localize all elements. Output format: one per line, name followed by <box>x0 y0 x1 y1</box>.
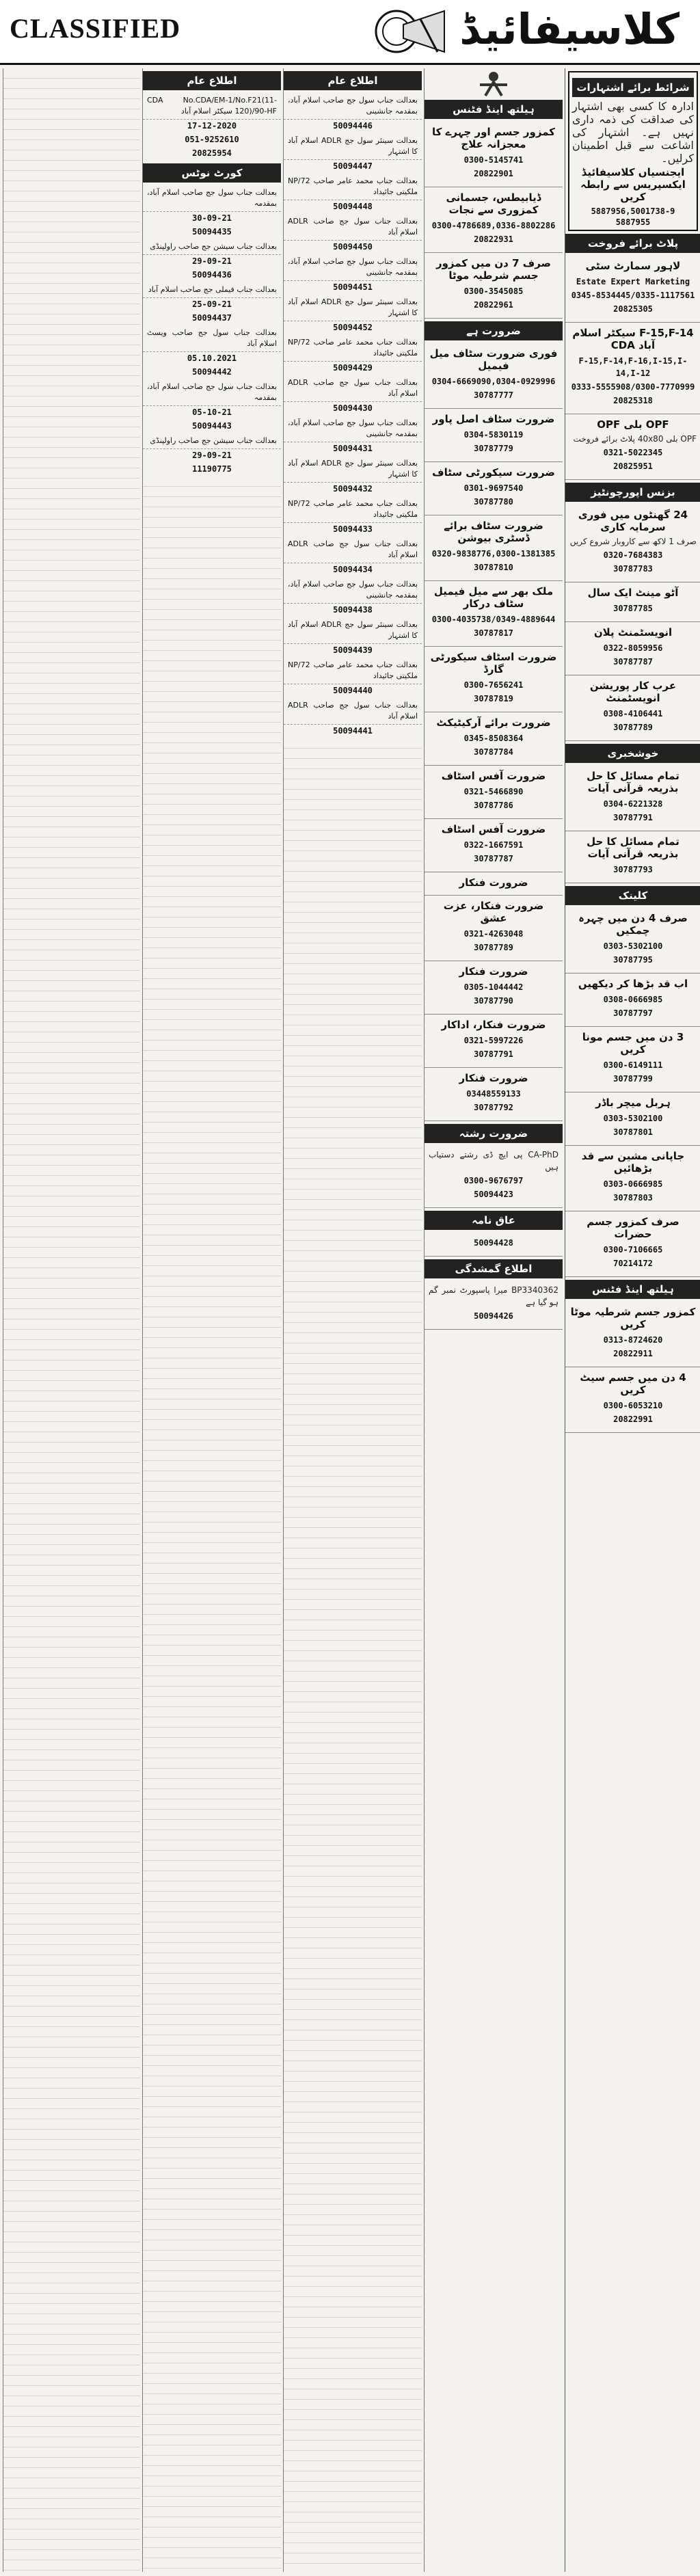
ad-phone: 0322-1667591 <box>463 840 524 850</box>
notice-text: بعدالت جناب سول جج صاحب ADLR اسلام آباد <box>284 537 422 563</box>
notice-text: بعدالت سینئر سول جج ADLR اسلام آباد کا اشتہار <box>284 295 422 321</box>
health-heading: ہیلتھ اینڈ فٹنس <box>565 1280 700 1299</box>
lost-heading: اطلاع گمشدگی <box>425 1259 563 1278</box>
text-filler <box>143 477 281 2572</box>
ad-title: تمام مسائل کا حل بذریعہ قرآنی آیات <box>587 770 679 794</box>
ad-ref: 30787819 <box>474 694 513 703</box>
ad-phone: 0321-5997226 <box>463 1036 524 1045</box>
column-1 <box>565 68 700 2572</box>
contact-heading: ایجنسیاں کلاسیفائیڈ ایکسپریس سے رابطہ کریں <box>580 166 686 203</box>
contact-fax: 5887955 <box>615 217 651 227</box>
ad-phone: 03448559133 <box>466 1089 521 1099</box>
ad-phone: 0313-8724620 <box>603 1335 663 1345</box>
aaq-heading: عاق نامہ <box>425 1211 563 1230</box>
ad-title: OPF بلی OPF <box>597 418 669 431</box>
notice-ref: 50094430 <box>333 403 373 413</box>
ad-face <box>565 908 700 974</box>
ad-phone: 0300-4035738/0349-4889644 <box>431 615 556 624</box>
ad-weight <box>565 1027 700 1092</box>
ad-job-13 <box>425 1015 563 1068</box>
masthead-title-ur: کلاسیفائیڈ <box>459 4 679 54</box>
court-notice-date: 25-09-21 <box>192 299 232 309</box>
ad-ref: 20825305 <box>613 304 653 314</box>
court-notice-ref: 50094443 <box>192 421 232 431</box>
ad-body: BP3340362 میرا پاسپورٹ نمبر گم ہو گیا ہے <box>429 1285 558 1307</box>
clinic-heading: کلینک <box>565 886 700 905</box>
notice-text: بعدالت جناب سول جج صاحب اسلام آباد، بمقدمہ جانشینی <box>284 93 422 120</box>
ad-ref: 30787787 <box>613 657 653 667</box>
ad-ref: 30787785 <box>613 604 653 613</box>
ad-job-14 <box>425 1068 563 1121</box>
ad-title: صرف کمزور جسم حضرات <box>587 1216 679 1240</box>
ad-title: ضرورت سیکورٹی سٹاف <box>432 466 555 479</box>
ad-title: ضرورت آفس اسٹاف <box>441 823 546 835</box>
text-filler <box>3 68 140 2572</box>
ad-title: 4 دن میں جسم سیٹ کریں <box>580 1371 686 1396</box>
ad-phone: 0303-0666985 <box>603 1179 663 1189</box>
ad-job-8 <box>425 766 563 819</box>
ad-ref: 30787791 <box>474 1049 513 1059</box>
ad-phone: 0304-5830119 <box>463 430 524 440</box>
ad-ref: 20822991 <box>613 1414 653 1424</box>
court-notice-date: 30-09-21 <box>192 213 232 223</box>
notice-text: بعدالت سینئر سول جج ADLR اسلام آباد کا اشتہار <box>284 456 422 483</box>
notice-ref: 20825954 <box>192 148 232 158</box>
notice-text: بعدالت جناب سول جج صاحب ADLR اسلام آباد <box>284 375 422 402</box>
ad-lahore <box>565 256 700 323</box>
ad-health-1 <box>425 122 563 187</box>
business-heading: بزنس اپورچونٹیز <box>565 483 700 502</box>
ad-height <box>565 974 700 1027</box>
ad-ref: 20822911 <box>613 1349 653 1358</box>
ad-phone: 0322-8059956 <box>603 643 663 653</box>
ad-phone: 0321-4263048 <box>463 929 524 939</box>
ad-body: CA-PhD پی ایچ ڈی رشتے دستیاب ہیں <box>429 1150 558 1172</box>
notice-phone: 051-9252610 <box>185 135 239 144</box>
notice-text: بعدالت جناب محمد عامر صاحب 72/NP ملکیتی جائیداد <box>284 174 422 200</box>
ad-title: ڈیابیطس، جسمانی کمزوری سے نجات <box>446 191 541 216</box>
ad-phone: 0300-7106665 <box>603 1245 663 1255</box>
ad-phone: 0300-6149111 <box>603 1060 663 1070</box>
ad-job-6 <box>425 647 563 712</box>
ad-job-5 <box>425 581 563 647</box>
ad-title: ملک بھر سے میل فیمیل سٹاف درکار <box>433 585 554 610</box>
ad-title: ہربل میچر باڈر <box>595 1097 671 1109</box>
rishta-heading: ضرورت رشتہ <box>425 1124 563 1143</box>
notice-text: بعدالت جناب محمد عامر صاحب 72/NP ملکیتی جائیداد <box>284 658 422 684</box>
ad-phone: 0333-5555908/0300-7770999 <box>571 382 695 392</box>
notice-text: بعدالت سینئر سول جج ADLR اسلام آباد کا اشتہار <box>284 133 422 160</box>
ad-job-10 <box>425 872 563 896</box>
court-notice-ref: 50094436 <box>192 270 232 280</box>
good-news-heading: خوشخبری <box>565 744 700 763</box>
ad-rishta <box>425 1146 563 1208</box>
ad-ref: 30787803 <box>613 1193 653 1203</box>
notice-text: بعدالت جناب سول جج صاحب ADLR اسلام آباد <box>284 698 422 725</box>
ad-opf <box>565 414 700 480</box>
ad-ref: 50094426 <box>474 1311 513 1321</box>
ad-ref: 30787792 <box>474 1103 513 1112</box>
notice-ref: 50094450 <box>333 242 373 252</box>
ad-job-1 <box>425 343 563 409</box>
ad-ref: 30787793 <box>613 865 653 874</box>
ad-ref: 30787786 <box>474 801 513 810</box>
health-heading: ہیلتھ اینڈ فٹنس <box>425 100 563 119</box>
ad-health-2 <box>425 187 563 253</box>
ad-phone: 0303-5302100 <box>603 941 663 951</box>
notice-ref: 50094432 <box>333 484 373 494</box>
ad-title: ضرورت فنکار <box>459 876 528 889</box>
ad-ref: 30787783 <box>613 564 653 574</box>
ad-ref: 30787787 <box>474 854 513 863</box>
court-notice-ref: 50094442 <box>192 367 232 377</box>
notice-ref: 50094446 <box>333 121 373 131</box>
ad-japan <box>565 1146 700 1211</box>
ad-body: OPF بلی 40x80 پلاٹ برائے فروخت <box>573 434 697 444</box>
notice-text: بعدالت جناب سول جج صاحب اسلام آباد، بمقدمہ جانشینی <box>284 254 422 281</box>
ad-title: ضرورت فنکار <box>459 1072 528 1084</box>
ad-ref: 30787779 <box>474 444 513 453</box>
ad-title: ضرورت سٹاف برائے ڈسٹری بیوشن <box>444 520 543 544</box>
ad-phone: 0304-6669090,0304-0929996 <box>431 377 556 386</box>
ad-phone: 0300-6053210 <box>603 1401 663 1410</box>
ad-ref: 20825951 <box>613 461 653 471</box>
ad-ref: 30787780 <box>474 497 513 507</box>
text-filler <box>284 738 422 2572</box>
notice-text: بعدالت سینئر سول جج ADLR اسلام آباد کا اشتہار <box>284 617 422 644</box>
ad-title: فوری ضرورت سٹاف میل فیمیل <box>429 347 558 372</box>
court-notice-ref: 50094435 <box>192 227 232 237</box>
column-4 <box>142 68 281 2572</box>
court-notice-ref: 50094437 <box>192 313 232 323</box>
ad-job-11 <box>425 896 563 961</box>
ad-phone: 0303-5302100 <box>603 1114 663 1123</box>
ad-phone: 0320-7684383 <box>603 550 663 560</box>
ad-health-3 <box>425 253 563 319</box>
ad-job-9 <box>425 819 563 872</box>
notice-text: بعدالت جناب محمد عامر صاحب 72/NP ملکیتی جائیداد <box>284 335 422 362</box>
notice-text: بعدالت جناب محمد عامر صاحب 72/NP ملکیتی جائیداد <box>284 496 422 523</box>
ad-ref: 30787789 <box>474 943 513 952</box>
fitness-icon <box>473 70 514 97</box>
megaphone-illustration <box>355 4 458 59</box>
ad-phone: 0300-4786689,0336-8802286 <box>431 221 556 230</box>
ad-herbal <box>565 1092 700 1146</box>
ad-body: Estate Expert Marketing <box>576 277 690 286</box>
ad-ref: 70214172 <box>613 1259 653 1268</box>
notice-text: بعدالت جناب سول جج صاحب اسلام آباد، بمقدمہ جانشینی <box>284 416 422 442</box>
notice-ref: 50094447 <box>333 161 373 171</box>
ad-body: F-15,F-14,F-16,I-15,I-14,I-12 <box>578 356 688 378</box>
notice-ref: 50094434 <box>333 565 373 574</box>
ad-job-4 <box>425 515 563 581</box>
ad-ref: 30787810 <box>474 563 513 572</box>
ad-4-day <box>565 1367 700 1433</box>
ad-ref: 30787797 <box>613 1008 653 1018</box>
notice-ref: 50094451 <box>333 282 373 292</box>
ad-phone: 0308-0666985 <box>603 995 663 1004</box>
ad-ref: 30787799 <box>613 1074 653 1084</box>
rates-body: ادارہ کا کسی بھی اشتہار کی صداقت کی ذمہ داری نہیں ہے۔ اشتہار کی اشاعت سے قبل اطمینان کرلیں۔ <box>572 100 694 165</box>
column-3 <box>283 68 422 2572</box>
ad-title: 3 دن میں جسم مونا کریں <box>582 1031 684 1056</box>
ad-body: صرف 1 لاکھ سے کاروبار شروع کریں <box>569 537 697 546</box>
public-notice-heading: اطلاع عام <box>284 71 422 90</box>
ad-ref: 30787784 <box>474 747 513 757</box>
ad-title: ضرورت سٹاف اصل پاور <box>432 413 555 425</box>
ad-ref: 30787817 <box>474 628 513 638</box>
court-notice-ref: 11190775 <box>192 464 232 474</box>
court-notice-text: بعدالت جناب سول جج صاحب اسلام آباد، بمقدمہ <box>143 379 281 406</box>
court-notice-date: 29-09-21 <box>192 451 232 460</box>
court-notice-text: بعدالت جناب سول جج صاحب اسلام آباد، بمقدمہ <box>143 185 281 212</box>
ad-ref: 50094423 <box>474 1190 513 1199</box>
column-5 <box>3 68 140 2572</box>
ad-phone: 0305-1044442 <box>463 982 524 992</box>
ad-lost <box>425 1281 563 1330</box>
notice-ref: 50094448 <box>333 202 373 211</box>
ad-ref: 30787790 <box>474 996 513 1006</box>
court-notice-heading: کورٹ نوٹس <box>143 163 281 183</box>
ad-job-12 <box>425 961 563 1015</box>
ad-title: ضرورت فنکار <box>459 965 528 978</box>
ad-ref: 20822931 <box>474 234 513 244</box>
notice-text: بعدالت جناب سول جج صاحب ADLR اسلام آباد <box>284 214 422 241</box>
ad-ref: 30787801 <box>613 1127 653 1137</box>
ad-phone: 0345-8534445/0335-1117561 <box>571 291 695 300</box>
column-2 <box>424 68 563 2572</box>
ad-title: انویسٹمنٹ پلان <box>593 626 673 639</box>
ad-ref: 20822901 <box>474 169 513 178</box>
masthead <box>0 0 700 65</box>
ad-title: تمام مسائل کا حل بذریعہ قرآنی آیات <box>587 835 679 860</box>
rates-box <box>568 71 698 231</box>
notice-text: بعدالت جناب سول جج صاحب اسلام آباد، بمقدمہ جانشینی <box>284 577 422 604</box>
ad-title: لاہور سمارٹ سٹی <box>585 260 681 272</box>
ad-slim <box>565 1211 700 1277</box>
court-notice-text: بعدالت جناب سول جج صاحب ویسٹ اسلام آباد <box>143 325 281 352</box>
ad-investment <box>565 622 700 675</box>
ad-title: کمزور جسم شرطیہ موٹا کریں <box>570 1306 696 1330</box>
ad-title: ضرورت برائے آرکیٹیکٹ <box>436 716 551 729</box>
notice-ref: 50094452 <box>333 323 373 332</box>
ad-phone: 0304-6221328 <box>603 799 663 809</box>
ad-title: صرف 7 دن میں کمزور جسم شرطیہ موٹا <box>435 257 552 282</box>
ad-ref: 30787777 <box>474 390 513 400</box>
notice-ref: 50094433 <box>333 524 373 534</box>
ad-auto <box>565 582 700 622</box>
property-heading: پلاٹ برائے فروخت <box>565 234 700 253</box>
ad-ref: 20822961 <box>474 300 513 310</box>
ad-title: ضرورت اسٹاف سیکورٹی گارڈ <box>430 651 557 675</box>
court-notice-text: بعدالت جناب سیشن جج صاحب راولپنڈی <box>143 239 281 255</box>
court-notice-text: بعدالت جناب فیملی جج صاحب اسلام آباد <box>143 282 281 298</box>
ad-ref: 20825318 <box>613 396 653 405</box>
ad-title: اب قد بڑھا کر دیکھیں <box>578 978 688 990</box>
ad-title: جاپانی مشین سے قد بڑھائیں <box>581 1150 685 1175</box>
ad-phone: 0321-5466890 <box>463 787 524 796</box>
notice-ref: 50094438 <box>333 605 373 615</box>
ad-phone: 0300-7656241 <box>463 680 524 690</box>
court-notice-date: 05.10.2021 <box>187 353 237 363</box>
ad-title: آٹو مینٹ ایک سال <box>587 587 679 599</box>
ad-job-2 <box>425 409 563 462</box>
ad-phone: 0301-9697540 <box>463 483 524 493</box>
court-notice-text: بعدالت جناب سیشن جج صاحب راولپنڈی <box>143 433 281 449</box>
ad-slim-2 <box>565 1302 700 1367</box>
ad-phone: 0320-9838776,0300-1381385 <box>431 549 556 559</box>
ad-title: ضرورت آفس اسٹاف <box>441 770 546 782</box>
ad-phone: 0321-5022345 <box>603 448 663 457</box>
ad-title: صرف 4 دن میں چہرہ چمکیں <box>578 912 688 937</box>
notice-ref: 50094440 <box>333 686 373 695</box>
ad-title: F-15,F-14 سیکٹر اسلام آباد CDA <box>572 327 694 351</box>
ad-phone: 0345-8508364 <box>463 734 524 743</box>
notice-text: CDA No.CDA/EM-1/No.F21(11-120)/90-HF سیکٹر اسلام آباد <box>143 93 281 120</box>
ad-title: ضرورت فنکار، اداکار <box>441 1019 546 1031</box>
ad-phone: 0300-9676797 <box>463 1176 524 1185</box>
notice-ref: 50094441 <box>333 726 373 736</box>
ad-problems <box>565 766 700 831</box>
ad-cda <box>565 323 700 414</box>
ad-job-3 <box>425 462 563 515</box>
ad-ref: 30787795 <box>613 955 653 965</box>
court-notice-date: 05-10-21 <box>192 407 232 417</box>
notice-date: 17-12-2020 <box>187 121 237 131</box>
ad-problems-2 <box>565 831 700 883</box>
ad-phone: 0300-5145741 <box>463 155 524 165</box>
contact-phone: 5887956,5001738-9 <box>591 206 675 216</box>
ad-title: ضرورت فنکار، عزت عشق <box>443 900 544 924</box>
ad-title: عرب کار پوریشن انویسٹمنٹ <box>589 680 677 704</box>
public-notice-heading: اطلاع عام <box>143 71 281 90</box>
court-notice-date: 29-09-21 <box>192 256 232 266</box>
rates-heading: شرائط برائے اشتہارات <box>572 78 694 97</box>
ad-24-hours <box>565 505 700 582</box>
masthead-title-en: CLASSIFIED <box>10 13 181 44</box>
ad-title: 24 گھنٹوں میں فوری سرمایہ کاری <box>578 509 688 533</box>
ad-ref: 30787789 <box>613 723 653 732</box>
ad-ref: 50094428 <box>474 1238 513 1248</box>
ad-title: کمزور جسم اور چہرے کا معجزانہ علاج <box>432 126 555 150</box>
ad-ref: 30787791 <box>613 813 653 822</box>
ad-arab-corporation <box>565 675 700 741</box>
ad-aaq <box>425 1233 563 1257</box>
notice-ref: 50094431 <box>333 444 373 453</box>
ad-phone: 0300-3545085 <box>463 286 524 296</box>
ad-phone: 0308-4106441 <box>603 709 663 719</box>
ad-job-7 <box>425 712 563 766</box>
notice-ref: 50094429 <box>333 363 373 373</box>
notice-ref: 50094439 <box>333 645 373 655</box>
jobs-heading: ضرورت ہے <box>425 321 563 340</box>
